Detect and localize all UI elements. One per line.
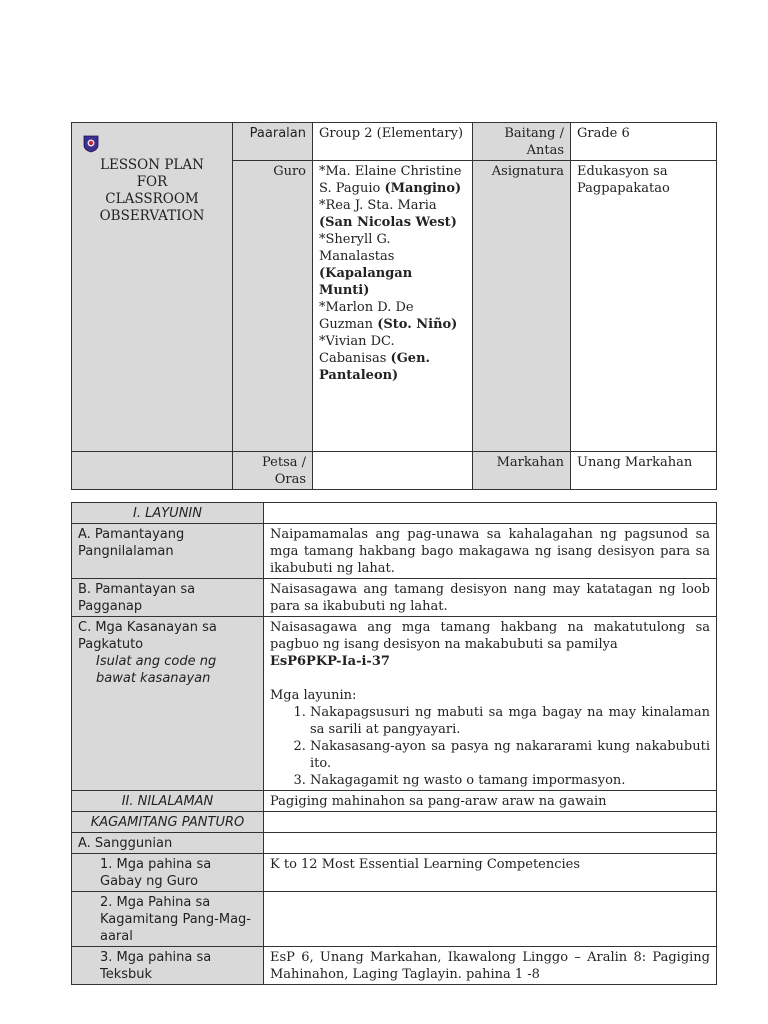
kagamitan-heading: KAGAMITANG PANTURO (72, 812, 264, 833)
markahan-label: Markahan (473, 452, 571, 490)
title-line-2: FOR (136, 174, 168, 190)
gabay-value: K to 12 Most Essential Learning Competencies (264, 854, 717, 892)
guro-label: Guro (233, 161, 313, 452)
petsa-value (313, 452, 473, 490)
kasanayan-value: Naisasagawa ang mga tamang hakbang na makatutulong sa pagbuo ng isang desisyon na makabubuti sa pamilya (270, 620, 710, 652)
nilalaman-value: Pagiging mahinahon sa pang-araw araw na gawain (264, 791, 717, 812)
kasanayan-label-cell (72, 617, 264, 791)
baitang-value: Grade 6 (571, 123, 717, 161)
teacher-school: (Gen. Pantaleon) (319, 351, 431, 383)
teacher-school: (San Nicolas West) (319, 215, 457, 230)
guro-value (313, 161, 473, 452)
layunin-heading: I. LAYUNIN (72, 503, 264, 524)
blank-cell (72, 452, 233, 490)
pamantayang-label: A. Pamantayang Pangnilalaman (72, 524, 264, 579)
baitang-label: Baitang / Antas (473, 123, 571, 161)
title-line-4: OBSERVATION (99, 208, 205, 224)
title-cell (72, 123, 233, 452)
nilalaman-heading: II. NILALAMAN (72, 791, 264, 812)
teacher-name: *Rea J. Sta. Maria (319, 198, 437, 213)
teacher-name: *Ma. Elaine Christine S. Paguio (319, 164, 462, 196)
objectives-list (270, 704, 710, 789)
asignatura-label: Asignatura (473, 161, 571, 452)
sanggunian-empty (264, 833, 717, 854)
paaralan-label: Paaralan (233, 123, 313, 161)
teacher-entry (319, 299, 466, 333)
teacher-entry (319, 333, 466, 384)
list-item: 1. Nakapagsusuri ng mabuti sa mga bagay na may kinalaman sa sarili at pangyayari. (310, 704, 710, 738)
layunin-empty (264, 503, 717, 524)
teacher-school: (Mangino) (384, 181, 462, 196)
sanggunian-label: A. Sanggunian (72, 833, 264, 854)
deped-seal-icon (83, 135, 99, 153)
asignatura-value: Edukasyon sa Pagpapakatao (571, 161, 717, 452)
teacher-entry (319, 163, 466, 197)
title-line-3: CLASSROOM (105, 191, 199, 207)
kasanayan-note: Isulat ang code ng bawat kasanayan (96, 654, 217, 686)
paaralan-value: Group 2 (Elementary) (313, 123, 473, 161)
list-item: 3. Nakagagamit ng wasto o tamang impormasyon. (310, 772, 710, 789)
teacher-name: *Sheryll G. Manalastas (319, 232, 395, 264)
kagamitan-value (264, 892, 717, 947)
teksbuk-label: 3. Mga pahina sa Teksbuk (72, 947, 264, 985)
kagamitan-label: 2. Mga Pahina sa Kagamitang Pang-Mag-aaral (72, 892, 264, 947)
layunin-list-label: Mga layunin: (270, 688, 357, 703)
petsa-label: Petsa / Oras (233, 452, 313, 490)
pamantayang-value: Naipamamalas ang pag-unawa sa kahalagahan ng pagsunod sa mga tamang hakbang bago makagawa ng isang desisyon para sa ikabubuti ng lahat. (264, 524, 717, 579)
markahan-value: Unang Markahan (571, 452, 717, 490)
kagamitan-empty (264, 812, 717, 833)
kasanayan-code: EsP6PKP-Ia-i-37 (270, 654, 390, 669)
teacher-name: *Marlon D. De Guzman (319, 300, 414, 332)
teacher-entry (319, 197, 466, 231)
teacher-name: *Vivian DC. Cabanisas (319, 334, 395, 366)
lesson-plan-header-table (71, 122, 717, 490)
teacher-school: (Kapalangan Munti) (319, 266, 413, 298)
pagganap-label: B. Pamantayan sa Pagganap (72, 579, 264, 617)
teacher-entry (319, 231, 466, 299)
list-item: 2. Nakasasang-ayon sa pasya ng nakararami kung nakabubuti ito. (310, 738, 710, 772)
pagganap-value: Naisasagawa ang tamang desisyon nang may katatagan ng loob para sa ikabubuti ng lahat. (264, 579, 717, 617)
kasanayan-value-cell (264, 617, 717, 791)
teksbuk-value: EsP 6, Unang Markahan, Ikawalong Linggo – Aralin 8: Pagiging Mahinahon, Laging Taglayin. pahina 1 -8 (264, 947, 717, 985)
teacher-school: (Sto. Niño) (377, 317, 458, 332)
title-line-1: LESSON PLAN (100, 157, 204, 173)
kasanayan-label: C. Mga Kasanayan sa Pagkatuto (78, 620, 217, 652)
lesson-plan-body-table (71, 502, 717, 985)
gabay-label: 1. Mga pahina sa Gabay ng Guro (72, 854, 264, 892)
